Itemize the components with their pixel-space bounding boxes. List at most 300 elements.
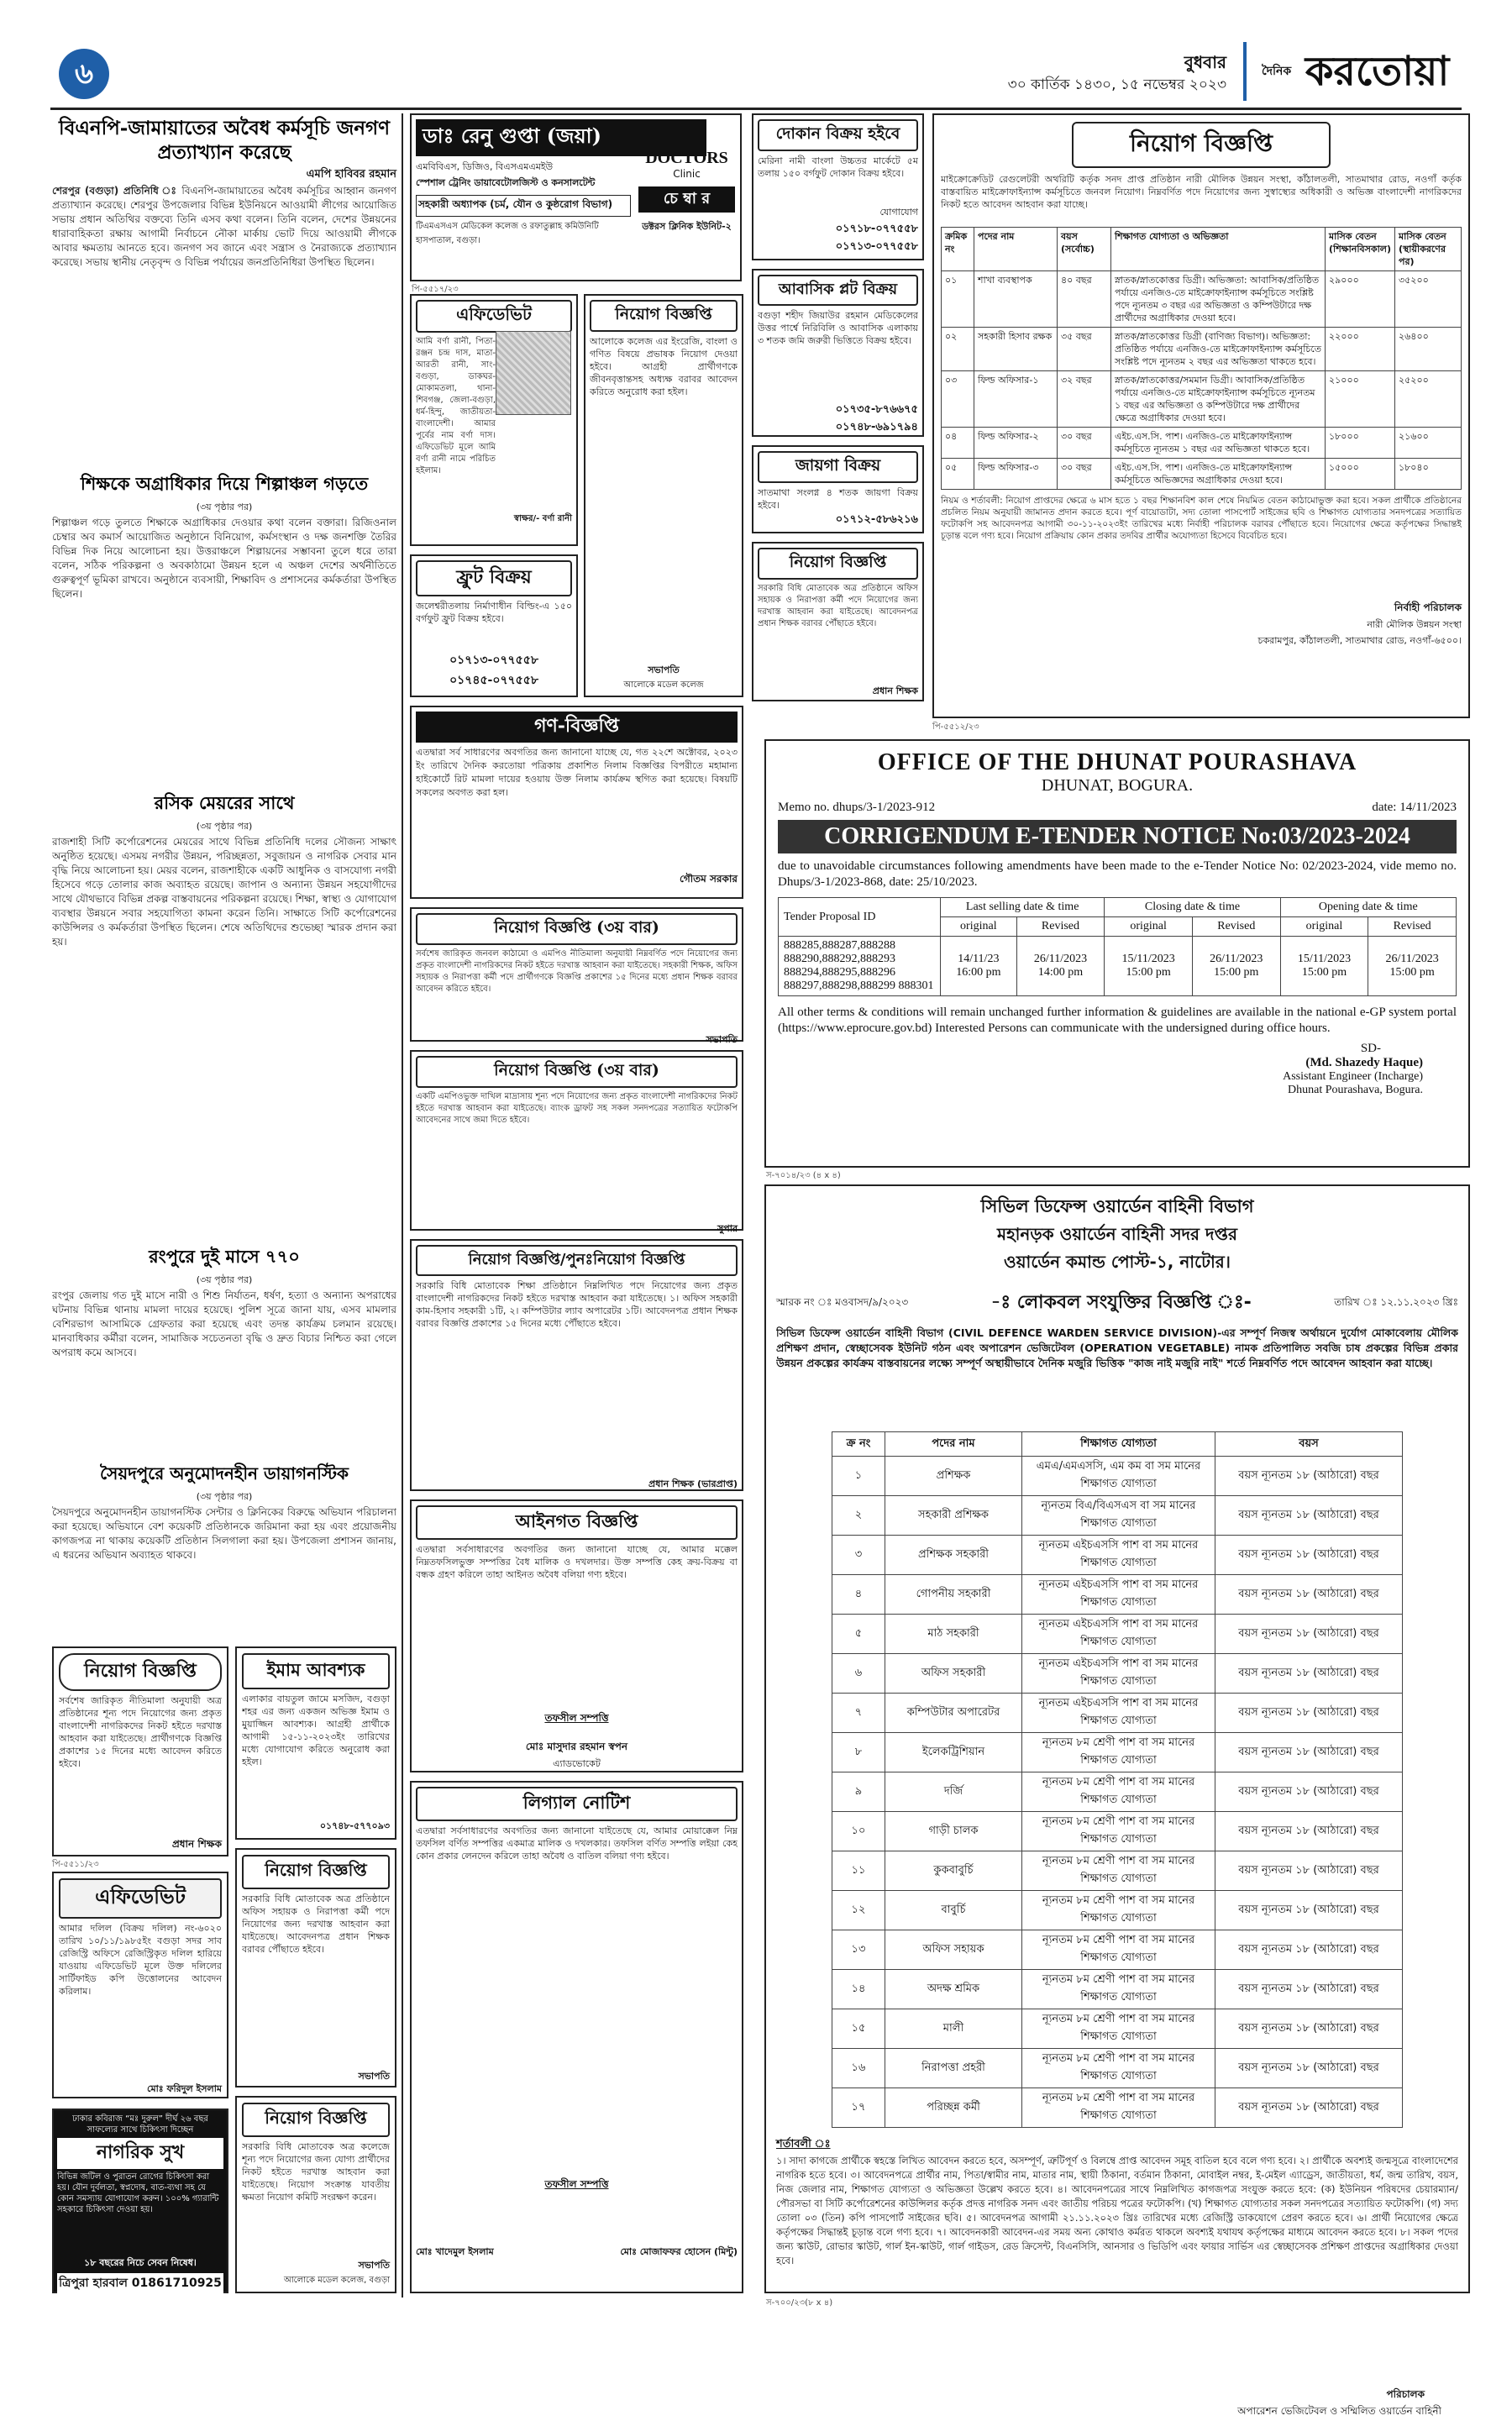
naiyog3a-sign: সভাপতি — [706, 1034, 738, 1045]
civil-title: -ঃ লোকবল সংযুক্তির বিজ্ঞপ্তি ঃ- — [990, 1292, 1252, 1313]
legal2-ad — [410, 1781, 743, 2293]
legal1-body: এতদ্বারা সর্বসাধারণের অবগতির জন্য জানানো যাচ্ছে যে, আমার মক্কেল নিম্নতফসিলভুক্ত সম্পত্তির বৈধ মালিক ও দখলদার। উক্ত সম্পত্তি কেহ ক্রয়-বিক্রয় বা বন্ধক গ্রহণ করিলে তাহা আইনত অবৈধ বলিয়া গণ্য হইবে। — [416, 1544, 738, 1580]
masthead-date: ৩০ কার্তিক ১৪৩০, ১৫ নভেম্বর ২০২৩ — [1007, 76, 1226, 93]
naiyog-small1-body: সর্বশেষ জারিকৃত নীতিমালা অনুযায়ী অত্র প্রতিষ্ঠানের শূন্য পদে নিয়োগের জন্য প্রকৃত বাংলাদেশী নাগরিকদের নিকট হইতে দরখাস্ত আহবান করা যাইতেছে। প্রার্থীগণকে বিজ্ঞপ্তি প্রকাশের ১৫ দিনের মধ্যে আবেদন করিতে হইবে। — [59, 1695, 222, 1769]
table-row — [832, 1970, 1403, 2009]
tender-open-orig: 15/11/2023 15:00 pm — [1280, 937, 1368, 996]
table-cell-sl: ০২ — [942, 328, 974, 371]
tender-date: date: 14/11/2023 — [1372, 801, 1457, 814]
table-row — [832, 1812, 1403, 1851]
table-cell-sl: ৬ — [832, 1654, 885, 1694]
naiyog1-sign: সভাপতি — [648, 664, 680, 675]
table-row — [832, 1654, 1403, 1694]
table-cell-age: বয়স ন্যূনতম ১৮ (আঠারো) বছর — [1215, 1930, 1403, 1970]
civil-col-age: বয়স — [1215, 1432, 1403, 1457]
table-cell-age: বয়স ন্যূনতম ১৮ (আঠারো) বছর — [1215, 1575, 1403, 1615]
table-cell-age: ৩২ বছর — [1058, 371, 1111, 428]
tender-sub: original — [941, 917, 1017, 937]
punah-title: নিয়োগ বিজ্ঞপ্তি/পুনঃনিয়োগ বিজ্ঞপ্তি — [416, 1245, 738, 1276]
rangpur-headline: রংপুরে দুই মাসে ৭৭০ — [149, 1246, 300, 1267]
table-cell-edu: ন্যূনতম ৮ম শ্রেণী পাশ বা সম মানের শিক্ষাগত যোগ্যতা — [1022, 2049, 1215, 2088]
table-row — [832, 1733, 1403, 1772]
rangpur-article — [52, 1243, 396, 1473]
table-cell-post: কম্পিউটার অপারেটর — [885, 1694, 1022, 1733]
table-cell-age: বয়স ন্যূনতম ১৮ (আঠারো) বছর — [1215, 1772, 1403, 1812]
tender-header-row — [779, 898, 1457, 917]
tender-sub: Revised — [1192, 917, 1280, 937]
table-cell-sl: ১০ — [832, 1812, 885, 1851]
table-cell-edu: ন্যূনতম ৮ম শ্রেণী পাশ বা সম মানের শিক্ষাগত যোগ্যতা — [1022, 1772, 1215, 1812]
rashik-headline: রসিক মেয়রের সাথে — [154, 792, 295, 813]
table-row — [832, 1457, 1403, 1496]
bnp-lead: শেরপুর (বগুড়া) প্রতিনিধি ঃ — [52, 185, 178, 197]
table-cell-sl: ০৪ — [942, 428, 974, 459]
table-cell-sl: ৯ — [832, 1772, 885, 1812]
legal1-title: আইনগত বিজ্ঞপ্তি — [416, 1505, 738, 1540]
land-body: সাতমাথা সংলগ্ন ৪ শতক জায়গা বিক্রয় হইবে। — [758, 487, 918, 511]
table-row — [942, 271, 1462, 328]
table-cell-post: প্রশিক্ষক সহকারী — [885, 1536, 1022, 1575]
table-cell-age: বয়স ন্যূনতম ১৮ (আঠারো) বছর — [1215, 1457, 1403, 1496]
naiyog3b-sign: সুপার — [717, 1223, 738, 1234]
shop-phone2: ০১৭১৩-০৭৭৫৫৮ — [835, 240, 918, 253]
table-cell-req: এইচ.এস.সি. পাশ। এনজিও-তে মাইক্রোফাইন্যান্স কর্মসূচিতে অভিজ্ঞদের অগ্রাধিকার দেওয়া হবে। — [1111, 459, 1326, 490]
table-cell-post: ফিল্ড অফিসার-৩ — [974, 459, 1058, 490]
naiyog-small1-title: নিয়োগ বিজ্ঞপ্তি — [59, 1653, 222, 1691]
table-cell-edu: ন্যূনতম ৮ম শ্রেণী পাশ বা সম মানের শিক্ষাগত যোগ্যতা — [1022, 1930, 1215, 1970]
naiyog-mid-title: নিয়োগ বিজ্ঞপ্তি — [758, 548, 918, 580]
saidpur-article — [52, 1462, 396, 1673]
table-cell-sl: ০৫ — [942, 459, 974, 490]
kaviraj-address: ঢাকা, বাংলাদেশ — [113, 2295, 167, 2304]
tender-signer-org: Dhunat Pourashava, Bogura. — [1288, 1084, 1423, 1096]
tender-location: DHUNAT, BOGURA. — [1041, 776, 1194, 795]
affidavit-title: এফিডেভিট — [416, 300, 572, 333]
kaviraj-ad — [52, 2109, 228, 2304]
table-cell-req: স্নাতক/স্নাতকোত্তর ডিগ্রী (বাণিজ্য বিভাগ)। অভিজ্ঞতা: প্রতিষ্ঠিত পর্যায়ে এনজিও-তে মাইক্রোফাইন্যান্স কর্মসূচিতে সংশ্লিষ্ট পদে ন্যূনতম ২ বছর এর অভিজ্ঞতা থাকতে হবে। — [1111, 328, 1326, 371]
naiyog3a-title: নিয়োগ বিজ্ঞপ্তি (৩য় বার) — [416, 913, 738, 945]
tender-notice — [764, 739, 1470, 1168]
tender-title: CORRIGENDUM E-TENDER NOTICE No:03/2023-2024 — [778, 820, 1457, 853]
doctor-hospital: টিএমএসএস মেডিকেল কলেজ ও রফাতুল্লাহ কমিউনিটি হাসপাতাল, বগুড়া। — [416, 222, 599, 245]
legal2-schedule: তফসীল সম্পত্তি — [544, 2178, 609, 2190]
public-title: গণ-বিজ্ঞপ্তি — [416, 712, 738, 743]
col-post: পদের নাম — [974, 228, 1058, 271]
rangpur-body: রংপুর জেলায় গত দুই মাসে নারী ও শিশু নির্যাতন, ধর্ষণ, হত্যা ও অন্যান্য অপরাধের ঘটনায় বিভিন্ন থানায় মামলা দায়ের হয়েছে। পুলিশ সূত্রে জানা যায়, এসব মামলার বেশিরভাগ আসামিকে গ্রেফতার করা হয়েছে এবং তদন্ত কার্যক্রম চলমান রয়েছে। মানবাধিকার কর্মীরা বলেন, সামাজিক সচেতনতা বৃদ্ধি ও দ্রুত বিচার নিশ্চিত করা গেলে অপরাধ কমে আসবে। — [52, 1289, 396, 1358]
table-cell-age: বয়স ন্যূনতম ১৮ (আঠারো) বছর — [1215, 1496, 1403, 1536]
teacher-article — [52, 470, 396, 793]
table-row — [832, 1772, 1403, 1812]
civil-col-edu: শিক্ষাগত যোগ্যতা — [1022, 1432, 1215, 1457]
legal2-sign2: মোঃ মোজাফফর হোসেন (মিন্টু) — [620, 2246, 738, 2257]
residential-title: আবাসিক প্লট বিক্রয় — [758, 275, 918, 306]
shop-ad — [752, 113, 924, 260]
table-cell-req: এইচ.এস.সি. পাশ। এনজিও-তে মাইক্রোফাইন্যান্স কর্মসূচিতে ন্যূনতম ১ বছর এর অভিজ্ঞতা থাকতে হবে। — [1111, 428, 1326, 459]
table-cell-post: শাখা ব্যবস্থাপক — [974, 271, 1058, 328]
teacher-body: শিল্পাঞ্চল গড়ে তুলতে শিক্ষাকে অগ্রাধিকার দেওয়ার কথা বলেন বক্তারা। রিজিওনাল চেম্বার অব কমার্স আয়োজিত অনুষ্ঠানে বিনিয়োগ, কর্মসংস্থান ও দক্ষ জনশক্তি তৈরির বিভিন্ন দিক নিয়ে আলোচনা হয়। উত্তরাঞ্চলে শিল্পায়নের সম্ভাবনা তুলে ধরে তারা বলেন, সঠিক পরিকল্পনা ও অবকাঠামো উন্নয়ন হলে এ অঞ্চল দেশের অর্থনীতিতে গুরুত্বপূর্ণ ভূমিকা রাখবে। অনুষ্ঠানে ব্যবসায়ী, শিক্ষাবিদ ও প্রশাসনের কর্মকর্তারা উপস্থিত ছিলেন। — [52, 517, 396, 600]
residential-ad — [752, 269, 924, 437]
residential-phone2: ০১৭৪৮-৬৯১৭৯৪ — [835, 421, 918, 433]
tender-office: OFFICE OF THE DHUNAT POURASHAVA — [877, 749, 1357, 775]
table-cell-post: বাবুর্চি — [885, 1891, 1022, 1930]
fruit-title: ফ্রুট বিক্রয় — [416, 560, 572, 596]
naiyog1-ad — [584, 294, 743, 697]
tender-sub: Revised — [1016, 917, 1105, 937]
table-cell-pay2: ১৮০৪০ — [1395, 459, 1462, 490]
table-cell-edu: এমএ/এমএসসি, এম কম বা সম মানের শিক্ষাগত যোগ্যতা — [1022, 1457, 1215, 1496]
tender-ids: 888285,888287,888288 888290,888292,888293 888294,888295,888296 888297,888298,888299 888301 — [779, 937, 941, 996]
affidavit-body: আমি বর্ণা রানী, পিতা- রঞ্জন চন্দ্র দাস, মাতা- আরতী রানী, সাং-বগুড়া, ডাকঘর-মোকামতলা, থানা- শিবগঞ্জ, জেলা-বগুড়া, ধর্ম-হিন্দু, জাতীয়তা-বাংলাদেশী। আমার পূর্বের নাম বর্ণা দাস। এফিডেভিট মূলে আমি বর্ণা রানী নামে পরিচিত হইলাম। — [416, 337, 496, 475]
naiyog-small2-body: সরকারি বিধি মোতাবেক অত্র প্রতিষ্ঠানে অফিস সহায়ক ও নিরাপত্তা কর্মী পদে নিয়োগের জন্য দরখাস্ত আহবান করা যাইতেছে। আবেদনপত্র প্রধান শিক্ষক বরাবর পৌঁছাতে হইবে। — [242, 1893, 390, 1955]
tender-memo: Memo no. dhups/3-1/2023-912 — [778, 801, 936, 814]
table-cell-edu: ন্যূনতম বিএ/বিএসএস বা সম মানের শিক্ষাগত যোগ্যতা — [1022, 1496, 1215, 1536]
land-title: জায়গা বিক্রয় — [758, 451, 918, 483]
table-cell-sl: ১২ — [832, 1891, 885, 1930]
civil-col-sl: ক্র নং — [832, 1432, 885, 1457]
doctor-position: সহকারী অধ্যাপক (চর্ম, যৌন ও কুষ্ঠরোগ বিভাগ) — [416, 195, 631, 217]
legal2-body: এতদ্বারা সর্বসাধারণের অবগতির জন্য জানানো যাইতেছে যে, আমার মোয়াক্কেল নিম্ন তফসিল বর্ণিত সম্পত্তির একমাত্র মালিক ও দখলকার। তফসিল বর্ণিত সম্পত্তি লইয়া কেহ কোন প্রকার লেনদেন করিলে তাহা অবৈধ ও বাতিল বলিয়া গণ্য হইবে। — [416, 1825, 738, 1862]
legal2-sign: মোঃ খাদেমুল ইসলাম — [416, 2246, 494, 2257]
naiyog3b-title: নিয়োগ বিজ্ঞপ্তি (৩য় বার) — [416, 1056, 738, 1088]
naiyog-small3-title: নিয়োগ বিজ্ঞপ্তি — [242, 2103, 390, 2137]
bnp-article — [52, 116, 396, 486]
affidavit2-title: এফিডেভিট — [59, 1878, 222, 1919]
table-cell-age: বয়স ন্যূনতম ১৮ (আঠারো) বছর — [1215, 1812, 1403, 1851]
legal2-signatures — [416, 2245, 738, 2261]
table-cell-edu: ন্যূনতম ৮ম শ্রেণী পাশ বা সম মানের শিক্ষাগত যোগ্যতা — [1022, 1733, 1215, 1772]
table-cell-age: বয়স ন্যূনতম ১৮ (আঠারো) বছর — [1215, 1654, 1403, 1694]
tender-col-opening: Opening date & time — [1280, 898, 1456, 917]
table-cell-sl: ০১ — [942, 271, 974, 328]
masthead-rule — [50, 108, 1462, 110]
ref-code: পি-৫৫১৭/২৩ — [412, 285, 459, 294]
shop-contact: যোগাযোগ — [879, 207, 918, 218]
table-cell-sl: ১১ — [832, 1851, 885, 1891]
table-cell-post: প্রশিক্ষক — [885, 1457, 1022, 1496]
ref-code: স-৭০১৪/২৩ (৪ x ৪) — [766, 1171, 841, 1180]
kaviraj-body: বিভিন্ন জটিল ও পুরাতন রোগের চিকিৎসা করা হয়। যৌন দুর্বলতা, স্বপ্নদোষ, বাত-ব্যথা সহ যে কোন সমস্যায় যোগাযোগ করুন। ১০০% গ্যারান্টি সহকারে চিকিৎসা দেওয়া হয়। — [57, 2172, 219, 2214]
civil-header-row — [832, 1432, 1403, 1457]
naiyog-right-table — [941, 227, 1462, 490]
table-cell-pay1: ১৫০০০ — [1326, 459, 1395, 490]
doctor-clinic-name: ডক্টরস ক্লিনিক ইউনিট-২ — [642, 221, 732, 232]
naiyog-right-title: নিয়োগ বিজ্ঞপ্তি — [1072, 122, 1331, 168]
residential-phone1: ০১৭৩৫-৮৭৬৬৭৫ — [835, 403, 918, 416]
fruit-ad — [410, 554, 578, 697]
public-body: এতদ্বারা সর্ব সাধারণের অবগতির জন্য জানানো যাচ্ছে যে, গত ২২শে অক্টোবর, ২০২৩ ইং তারিখে দৈনিক করতোয়া পত্রিকায় প্রকাশিত নিলাম বিজ্ঞপ্তির বিপরীতে মহামান্য হাইকোর্টে রিট মামলা দায়ের হওয়ায় উক্ত নিলাম কার্যক্রম স্থগিত করা হয়েছে। বিষয়টি সকলের অবগত করা হল। — [416, 747, 738, 798]
saidpur-headline: সৈয়দপুরে অনুমোদনহীন ডায়াগনস্টিক — [100, 1463, 349, 1484]
affidavit2-body: আমার দলিল (বিক্রয় দলিল) নং-৬০২০ তারিখ ১০/১১/১৯৮৫ইং বগুড়া সদর সাব রেজিস্ট্রি অফিসে রেজিস্ট্রিকৃত দলিল হারিয়ে যাওয়ায় এফিডেভিট মূলে উক্ত দলিলের সার্টিফাইড কপি উত্তোলনের আবেদন করিলাম। — [59, 1923, 222, 1997]
kaviraj-header: ঢাকার কবিরাজ “মঃ দুরুল” দীর্ঘ ২৬ বছর সাফল্যের সাথে চিকিৎসা দিচ্ছেন — [72, 2114, 208, 2135]
civil-sign-role: পরিচালক — [1386, 2388, 1425, 2400]
tender-last-orig: 14/11/23 16:00 pm — [941, 937, 1017, 996]
table-row — [832, 2049, 1403, 2088]
fruit-body: জলেশ্বরীতলায় নির্মাণাধীন বিল্ডিং-এ ১৫০ বর্গফুট ফ্রুট বিক্রয় হইবে। — [416, 601, 572, 624]
masthead-prefix: দৈনিক — [1262, 65, 1292, 78]
table-cell-edu: ন্যূনতম এইচএসসি পাশ বা সম মানের শিক্ষাগত যোগ্যতা — [1022, 1654, 1215, 1694]
masthead-title: করতোয়া — [1305, 48, 1450, 95]
naiyog-right-rules: নিয়ম ও শর্তাবলী: নিয়োগ প্রাপ্তদের ক্ষেত্রে ৬ মাস হতে ১ বছর শিক্ষানবিশ কাল শেষে নিয়মিত বেতন কাঠামোভুক্ত করা হবে। সকল প্রার্থীকে প্রতিষ্ঠানের প্রচলিত নিয়ম অনুযায়ী জামানত প্রদান করতে হবে। পূর্ণ বায়োডাটা, সদ্য তোলা পাসপোর্ট সাইজের ছবি ও শিক্ষাগত যোগ্যতার সনদপত্রের সত্যায়িত ফটোকপি সহ আবেদনপত্র আগামী ৩০-১১-২০২৩ইং তারিখের মধ্যে নির্বাহী পরিচালক বরাবর পৌঁছাতে হবে। নিয়োগের ক্ষেত্রে কর্তৃপক্ষের সিদ্ধান্তই চূড়ান্ত বলে গণ্য হবে। নিয়োগ প্রক্রিয়ায় কোন প্রকার তদবির প্রার্থীর অযোগ্যতা হিসেবে বিবেচিত হবে। — [941, 496, 1462, 541]
table-cell-post: গোপনীয় সহকারী — [885, 1575, 1022, 1615]
table-cell-age: বয়স ন্যূনতম ১৮ (আঠারো) বছর — [1215, 2009, 1403, 2049]
teacher-headline: শিক্ষকে অগ্রাধিকার দিয়ে শিল্পাঞ্চল গড়তে — [80, 473, 369, 494]
table-row — [942, 428, 1462, 459]
naiyog3b-ad — [410, 1050, 743, 1234]
ref-code: স-৭০০/২৩(৮ x ৪) — [766, 2298, 833, 2308]
table-cell-age: বয়স ন্যূনতম ১৮ (আঠারো) বছর — [1215, 1851, 1403, 1891]
civil-sign-org: অপারেশন ভেজিটেবল ও সম্মিলিত ওয়ার্ডেন বাহিনী — [1237, 2405, 1441, 2417]
tender-signer: (Md. Shazedy Haque) — [1305, 1056, 1423, 1069]
legal1-role: এ্যাডভোকেট — [553, 1758, 601, 1769]
table-cell-post: ইলেকট্রিশিয়ান — [885, 1733, 1022, 1772]
table-cell-post: মালী — [885, 2009, 1022, 2049]
tender-signer-role: Assistant Engineer (Incharge) — [1283, 1070, 1423, 1083]
table-cell-post: পরিচ্ছন্ন কর্মী — [885, 2088, 1022, 2128]
public-notice-ad — [410, 706, 743, 899]
naiyog-small2-ad — [235, 1848, 396, 2088]
civil-conditions-title: শর্তাবলী ঃ — [776, 2138, 831, 2151]
imam-body: এলাকার বায়তুল জামে মসজিদ, বগুড়া শহর এর জন্য একজন অভিজ্ঞ ইমাম ও মুয়াজ্জিন আবশ্যক। আগ্রহী প্রার্থীকে আগামী ১৫-১১-২০২৩ইং তারিখের মধ্যে যোগাযোগ করিতে অনুরোধ করা হইল। — [242, 1694, 390, 1767]
kaviraj-title: নাগরিক সুখ — [57, 2138, 223, 2169]
bnp-text: বিএনপি-জামায়াতের অবৈধ কর্মসূচির আহ্বান জনগণ প্রত্যাখ্যান করেছে। শেরপুর উপজেলার বিভিন্ন ইউনিয়নে আওয়ামী লীগের আয়োজিত সভায় প্রধান অতিথির বক্তব্যে তিনি এসব কথা বলেন। তিনি বলেন, দেশের উন্নয়নের ধারাবাহিকতা রক্ষায় আগামী নির্বাচনে নৌকা মার্কায় ভোট দিয়ে আওয়ামী লীগকে আবার ক্ষমতায় আনতে হবে। জনগণ সব জানে এবং সন্ত্রাস ও নৈরাজ্যকে প্রত্যাখ্যান করেছে। সভায় স্থানীয় নেতৃবৃন্দ ও বিভিন্ন পর্যায়ের জনপ্রতিনিধিরা উপস্থিত ছিলেন। — [52, 185, 396, 268]
table-row — [942, 459, 1462, 490]
table-cell-post: অফিস সহায়ক — [885, 1930, 1022, 1970]
table-cell-pay2: ৩৫২০০ — [1395, 271, 1462, 328]
naiyog-small3-body: সরকারি বিধি মোতাবেক অত্র কলেজে শূন্য পদে নিয়োগের জন্য যোগ্য প্রার্থীদের নিকট হইতে দরখাস্ত আহবান করা যাইতেছে। নিয়োগ সংক্রান্ত যাবতীয় ক্ষমতা নিয়োগ কমিটি সংরক্ষণ করেন। — [242, 2141, 390, 2203]
col-pay1: মাসিক বেতন (শিক্ষানবিসকাল) — [1326, 228, 1395, 271]
table-cell-sl: ৭ — [832, 1694, 885, 1733]
col-sl: ক্রমিক নং — [942, 228, 974, 271]
rashik-cont: (৩য় পৃষ্ঠার পর) — [196, 821, 253, 832]
table-cell-edu: ন্যূনতম এইচএসসি পাশ বা সম মানের শিক্ষাগত যোগ্যতা — [1022, 1575, 1215, 1615]
table-row — [832, 1891, 1403, 1930]
table-cell-post: গাড়ী চালক — [885, 1812, 1022, 1851]
civil-h1: সিভিল ডিফেন্স ওয়ার্ডেন বাহিনী বিভাগ — [980, 1196, 1254, 1216]
doctor-clinic-block — [638, 149, 735, 235]
legal1-sign: মোঃ মাসুদার রহমান স্বপন — [525, 1741, 628, 1752]
affidavit-sign: স্বাক্ষর/- বর্ণা রানী — [513, 514, 572, 523]
doctor-ad — [410, 113, 742, 281]
col-age: বয়স (সর্বোচ্চ) — [1058, 228, 1111, 271]
table-cell-req: স্নাতক/স্নাতকোত্তর ডিগ্রী। অভিজ্ঞতা: আবাসিক/প্রতিষ্ঠিত পর্যায়ে এনজিও-তে মাইক্রোফাইন্যান্স কর্মসূচিতে সংশ্লিষ্ট পদে ন্যূনতম ৩ বছর এর অভিজ্ঞতা ও কম্পিউটারে দক্ষ প্রার্থীদের অগ্রাধিকার দেওয়া হবে। — [1111, 271, 1326, 328]
civil-memo-row — [776, 1288, 1458, 1319]
imam-phone: ০১৭৪৮-৫৭৭০৯৩ — [319, 1820, 390, 1831]
public-sign: গৌতম সরকার — [679, 873, 738, 885]
table-cell-post: নিরাপত্তা প্রহরী — [885, 2049, 1022, 2088]
table-cell-pay2: ২৫২০০ — [1395, 371, 1462, 428]
table-cell-age: বয়স ন্যূনতম ১৮ (আঠারো) বছর — [1215, 1615, 1403, 1654]
doctor-name: ডাঃ রেনু গুপ্তা (জয়া) — [416, 119, 706, 156]
table-cell-sl: ৩ — [832, 1536, 885, 1575]
table-cell-post: অফিস সহকারী — [885, 1654, 1022, 1694]
doctor-specialty: স্পেশাল ট্রেনিং ডায়াবেটোলজিস্ট ও কনসালটেন্ট — [416, 177, 596, 188]
naiyog-small3-sign: সভাপতি — [358, 2260, 390, 2271]
table-cell-edu: ন্যূনতম এইচএসসি পাশ বা সম মানের শিক্ষাগত যোগ্যতা — [1022, 1536, 1215, 1575]
shop-body: মেরিনা নামী বাংলা উচ্চতর মার্কেটে ৫ম তলায় ১৫০ বর্গফুট দোকান বিক্রয় হইবে। — [758, 155, 918, 179]
legal2-title: লিগ্যাল নোটিশ — [416, 1787, 738, 1821]
table-cell-sl: ২ — [832, 1496, 885, 1536]
table-cell-post: অদক্ষ শ্রমিক — [885, 1970, 1022, 2009]
table-cell-post: দর্জি — [885, 1772, 1022, 1812]
table-cell-req: স্নাতক/স্নাতকোত্তর/সমমান ডিগ্রী। আবাসিক/প্রতিষ্ঠিত পর্যায়ে এনজিও-তে মাইক্রোফাইন্যান্স কর্মসূচিতে ন্যূনতম ১ বছর এর অভিজ্ঞতা ও কম্পিউটারে দক্ষ প্রার্থীদের ক্ষেত্রে অগ্রাধিকার দেওয়া হবে। — [1111, 371, 1326, 428]
table-cell-sl: ১৭ — [832, 2088, 885, 2128]
imam-title: ইমাম আবশ্যক — [242, 1653, 390, 1689]
table-cell-post: মাঠ সহকারী — [885, 1615, 1022, 1654]
residential-body: বগুড়া শহীদ জিয়াউর রহমান মেডিকেলের উত্তর পার্শ্বে নিরিবিলি ও আবাসিক এলাকায় ৩ শতক জমি জরুরী ভিত্তিতে বিক্রয় হইবে। — [758, 310, 918, 346]
tender-col-last: Last selling date & time — [941, 898, 1105, 917]
table-cell-sl: ১৩ — [832, 1930, 885, 1970]
civil-memo: স্মারক নং ঃ মওবাসদ/৯/২০২৩ — [776, 1295, 909, 1308]
tender-memo-row — [778, 801, 1457, 815]
table-cell-pay1: ২২০০০ — [1326, 328, 1395, 371]
rashik-article — [52, 790, 396, 1255]
table-cell-post: কুকবাবুর্চি — [885, 1851, 1022, 1891]
tender-open-rev: 26/11/2023 15:00 pm — [1368, 937, 1457, 996]
table-cell-age: বয়স ন্যূনতম ১৮ (আঠারো) বছর — [1215, 1694, 1403, 1733]
saidpur-body: সৈয়দপুরে অনুমোদনহীন ডায়াগনস্টিক সেন্টার ও ক্লিনিকের বিরুদ্ধে অভিযান পরিচালনা করা হয়েছে। অভিযানে বেশ কয়েকটি প্রতিষ্ঠানকে জরিমানা করা হয় এবং প্রয়োজনীয় কাগজপত্র না থাকায় কয়েকটি প্রতিষ্ঠান সিলগালা করা হয়। উপজেলা প্রশাসন জানায়, এ ধরনের অভিযান অব্যাহত থাকবে। — [52, 1506, 396, 1561]
fruit-phone2: ০১৭৪৫-০৭৭৫৫৮ — [449, 674, 538, 687]
naiyog-mid-body: সরকারি বিধি মোতাবেক অত্র প্রতিষ্ঠানে অফিস সহায়ক ও নিরাপত্তা কর্মী পদে নিয়োগের জন্য দরখাস্ত আহবান করা যাইতেছে। আবেদনপত্র প্রধান শিক্ষক বরাবর পৌঁছাতে হইবে। — [758, 584, 918, 628]
table-header-row — [942, 228, 1462, 271]
table-cell-edu: ন্যূনতম ৮ম শ্রেণী পাশ বা সম মানের শিক্ষাগত যোগ্যতা — [1022, 1891, 1215, 1930]
bnp-headline: বিএনপি-জামায়াতের অবৈধ কর্মসূচি জনগণ প্রত্যাখ্যান করেছে — [58, 117, 391, 164]
table-cell-age: বয়স ন্যূনতম ১৮ (আঠারো) বছর — [1215, 1536, 1403, 1575]
legal1-ad — [410, 1499, 743, 1772]
tender-sub: original — [1105, 917, 1193, 937]
column-divider — [402, 113, 403, 2298]
civil-conditions: ১। সাদা কাগজে প্রার্থীকে স্বহস্তে লিখিত আবেদন করতে হবে, অসম্পূর্ণ, ত্রুটিপূর্ণ ও বিলম্বে প্রাপ্ত আবেদন সমূহ বাতিল হবে বলে গণ্য হবে। ২। প্রার্থীকে অবশ্যই জন্মসূত্রে বাংলাদেশের নাগরিক হতে হবে। ৩। আবেদনপত্রে প্রার্থীর নাম, পিতা/স্বামীর নাম, মাতার নাম, স্থায়ী ঠিকানা, বর্তমান ঠিকানা, মোবাইল নম্বর, ই-মেইল এ্যাড্রেস, জাতীয়তা, ধর্ম, জন্ম তারিখ, বয়স, নিজ জেলার নাম, শিক্ষাগত যোগ্যতা ও অভিজ্ঞতা উল্লেখ করতে হবে। ৪। আবেদনপত্রের সাথে নিম্নলিখিত কাগজপত্র সংযুক্ত করতে হবে: (ক) ইউনিয়ন পরিষদের চেয়ারম্যান/পৌরসভা বা সিটি কর্পোরেশনের কাউন্সিলর কর্তৃক প্রদত্ত নাগরিক সনদ এবং জাতীয় পরিচয় পত্রের ফটোকপি। (খ) শিক্ষাগত যোগ্যতার সকল সনদপত্রের সত্যায়িত ফটোকপি। (গ) সদ্য তোলা ০৩ (তিন) কপি পাসপোর্ট সাইজের ছবি। ৫। আবেদনপত্র আগামী ২১.১১.২০২৩ খ্রিঃ তারিখের মধ্যে রেজিস্ট্রি ডাকযোগে প্রেরণ করতে হবে। ৬। প্রার্থী নিয়োগের ক্ষেত্রে কর্তৃপক্ষের সিদ্ধান্তই চূড়ান্ত বলে গণ্য হবে। ৭। আবেদনকারী আবেদন-এর সময় অন্য কোথাও কর্মরত থাকলে অবশ্যই যথাযথ কর্তৃপক্ষের মাধ্যমে আবেদন করতে হবে। ৮। সকল পদের জন্য স্কাউট, রোভার স্কাউট, গার্ল ইন-স্কাউট, গার্ল গাইডস, রেড ক্রিসেন্ট, বিএনসিসি, আনসার ও ভিডিপি এবং ফায়ার সার্ভিস এর স্বেচ্ছাসেবক প্রশিক্ষণ প্রাপ্তদের অগ্রাধিকার দেওয়া হবে। — [776, 2155, 1458, 2266]
tender-close-rev: 26/11/2023 15:00 pm — [1192, 937, 1280, 996]
table-cell-age: বয়স ন্যূনতম ১৮ (আঠারো) বছর — [1215, 2049, 1403, 2088]
kaviraj-phone: ত্রিপুরা হারবাল 01861710925 — [57, 2273, 223, 2293]
rangpur-cont: (৩য় পৃষ্ঠার পর) — [196, 1274, 253, 1285]
civil-h2: মহানড়ক ওয়ার্ডেন বাহিনী সদর দপ্তর — [997, 1224, 1237, 1244]
naiyog1-title: নিয়োগ বিজ্ঞপ্তি — [590, 300, 738, 332]
table-cell-sl: ৮ — [832, 1733, 885, 1772]
table-cell-pay2: ২৬৪০০ — [1395, 328, 1462, 371]
table-cell-age: বয়স ন্যূনতম ১৮ (আঠারো) বছর — [1215, 1733, 1403, 1772]
naiyog1-body: আলোকে কলেজ এর ইংরেজি, বাংলা ও গণিত বিষয়ে প্রভাষক নিয়োগ দেওয়া হইবে। আগ্রহী প্রার্থীগণকে জীবনবৃত্তান্তসহ অধ্যক্ষ বরাবর আবেদন করিতে অনুরোধ করা হইল। — [590, 336, 738, 397]
table-cell-edu: ন্যূনতম ৮ম শ্রেণী পাশ বা সম মানের শিক্ষাগত যোগ্যতা — [1022, 1812, 1215, 1851]
civil-intro: সিভিল ডিফেন্স ওয়ার্ডেন বাহিনী বিভাগ (CIVIL DEFENCE WARDEN SERVICE DIVISION)-এর সম্পূর্ণ নিজস্ব অর্থায়নে দুর্যোগ মোকাবেলায় মৌলিক প্রশিক্ষণ প্রদান, স্বেচ্ছাসেবক ইউনিট গঠন এবং অপারেশন ভেজিটেবল (OPERATION VEGETABLE) নামক প্রতিপালিত সবজি চাষ প্রকল্পের বিভিন্ন প্রকার উন্নয়ন প্রকল্পের কার্যক্রম বাস্তবায়নের লক্ষ্যে সম্পূর্ণ অস্থায়ীভাবে দৈনিক মজুরি ভিত্তিক "কাজ নাই মজুরি নাই" শর্তে নিম্নবর্ণিত পদে আবেদন আহবান করা যাচ্ছে। — [776, 1326, 1458, 1369]
tender-sub: original — [1280, 917, 1368, 937]
civil-table — [832, 1431, 1403, 2128]
col-pay2: মাসিক বেতন (স্থায়ীকরণের পর) — [1395, 228, 1462, 271]
table-cell-sl: ৫ — [832, 1615, 885, 1654]
legal1-schedule: তফসীল সম্পত্তি — [544, 1712, 609, 1724]
tender-close-orig: 15/11/2023 15:00 pm — [1105, 937, 1193, 996]
naiyog-right-sign-role: নির্বাহী পরিচালক — [1394, 601, 1462, 613]
table-row — [832, 1694, 1403, 1733]
tender-intro: due to unavoidable circumstances following amendments have been made to the e-Tender Notice No: 02/2023-2024, vide memo no. Dhups/3-1/2023-868, date: 25/10/2023. — [778, 859, 1457, 889]
tender-data-row — [779, 937, 1457, 996]
table-cell-pay1: ১৮০০০ — [1326, 428, 1395, 459]
civil-date: তারিখ ঃ ১২.১১.২০২৩ খ্রিঃ — [1334, 1295, 1458, 1308]
table-row — [832, 1536, 1403, 1575]
table-cell-pay2: ২১৬০০ — [1395, 428, 1462, 459]
table-cell-sl: ৪ — [832, 1575, 885, 1615]
punah-sign: প্রধান শিক্ষক (ভারপ্রাপ্ত) — [648, 1478, 738, 1489]
doctor-clinic-sub: Clinic — [673, 168, 701, 180]
affidavit2-ad — [52, 1872, 228, 2098]
naiyog1-sign2: আলোকে মডেল কলেজ — [623, 680, 704, 690]
masthead-day: বুধবার — [1184, 52, 1226, 72]
kaviraj-footer: ১৮ বছরের নিচে সেবন নিষেধ। — [84, 2257, 197, 2268]
page-number-badge: ৬ — [59, 49, 109, 99]
naiyog-small2-sign: সভাপতি — [358, 2071, 390, 2082]
civil-h3: ওয়ার্ডেন কমান্ড পোস্ট-১, নাটোর। — [1004, 1252, 1231, 1272]
naiyog-mid-ad — [752, 542, 924, 701]
table-cell-edu: ন্যূনতম এইচএসসি পাশ বা সম মানের শিক্ষাগত যোগ্যতা — [1022, 1694, 1215, 1733]
table-cell-post: সহকারী হিসাব রক্ষক — [974, 328, 1058, 371]
affidavit-ad — [410, 294, 578, 546]
bnp-body — [52, 184, 396, 486]
doctor-clinic-label: DOCTORS — [645, 149, 728, 167]
tender-col-id: Tender Proposal ID — [779, 898, 941, 937]
table-cell-age: ৩৫ বছর — [1058, 328, 1111, 371]
table-cell-edu: ন্যূনতম ৮ম শ্রেণী পাশ বা সম মানের শিক্ষাগত যোগ্যতা — [1022, 1851, 1215, 1891]
naiyog-right-intro: মাইক্রোক্রেডিট রেগুলেটরী অথরিটি কর্তৃক সনদ প্রাপ্ত প্রতিষ্ঠান নারী মৌলিক উন্নয়ন সংস্থা, কাঁঠালতলী, সাতমাথার রোড, নওগাঁ কর্তৃক বাস্তবায়িত মাইক্রোফাইন্যান্স কর্মসূচিতে জনবল নিয়োগ। নিম্নবর্ণিত পদে নিয়োগের জন্য সুস্বাস্থ্যের অধিকারী ও অভিজ্ঞ বাংলাদেশী নাগরিকদের নিকট হতে আবেদন আহবান করা যাচ্ছে। — [941, 174, 1462, 210]
ref-code: পি-৫৫১২/২৩ — [932, 722, 979, 732]
rashik-body: রাজশাহী সিটি কর্পোরেশনের মেয়রের সাথে বিভিন্ন প্রতিনিধি দলের সৌজন্য সাক্ষাৎ অনুষ্ঠিত হয়েছে। এসময় নগরীর উন্নয়ন, পরিচ্ছন্নতা, সবুজায়ন ও নাগরিক সেবার মান বৃদ্ধি নিয়ে আলোচনা হয়। মেয়র বলেন, রাজশাহীকে একটি আধুনিক ও বাসযোগ্য নগরী হিসেবে গড়ে তোলার কাজ অব্যাহত রয়েছে। জাপান ও অন্যান্য উন্নয়ন সহযোগীদের সাথে যৌথভাবে বিভিন্ন প্রকল্প বাস্তবায়নের পরিকল্পনা রয়েছে। শিক্ষা, স্বাস্থ্য ও যোগাযোগ ব্যবস্থার উন্নয়নে সবার সহযোগিতা কামনা করেন তিনি। সাক্ষাতে সিটি কর্পোরেশনের কাউন্সিলর ও কর্মকর্তারা উপস্থিত ছিলেন। শেষে অতিথিদের শুভেচ্ছা স্মারক প্রদান করা হয়। — [52, 836, 396, 948]
tender-col-closing: Closing date & time — [1105, 898, 1280, 917]
table-cell-sl: ১৪ — [832, 1970, 885, 2009]
saidpur-cont: (৩য় পৃষ্ঠার পর) — [196, 1491, 253, 1502]
naiyog3b-body: একটি এমপিওভুক্ত দাখিল মাদ্রাসায় শূন্য পদে নিয়োগের জন্য প্রকৃত বাংলাদেশী নাগরিকদের নিকট হইতে দরখাস্ত আহবান করা যাইতেছে। ব্যাংক ড্রাফট সহ সকল সনদপত্রের সত্যায়িত ফটোকপি আবেদনের সাথে জমা দিতে হইবে। — [416, 1092, 738, 1125]
table-cell-age: বয়স ন্যূনতম ১৮ (আঠারো) বছর — [1215, 1970, 1403, 2009]
imam-ad — [235, 1646, 396, 1840]
table-row — [832, 2009, 1403, 2049]
table-cell-age: ৩০ বছর — [1058, 428, 1111, 459]
table-cell-sl: ১৫ — [832, 2009, 885, 2049]
naiyog-right-sign-addr: চকরামপুর, কাঁঠালতলী, সাতমাথার রোড, নওগাঁ-৬৫০০। — [1257, 635, 1462, 646]
table-cell-pay1: ২১০০০ — [1326, 371, 1395, 428]
shop-phone1: ০১৭১৮-০৭৭৫৫৮ — [835, 223, 918, 235]
table-row — [832, 1496, 1403, 1536]
punah-ad — [410, 1239, 743, 1491]
table-cell-sl: ০৩ — [942, 371, 974, 428]
table-cell-edu: ন্যূনতম ৮ম শ্রেণী পাশ বা সম মানের শিক্ষাগত যোগ্যতা — [1022, 2009, 1215, 2049]
affidavit2-sign: মোঃ ফরিদুল ইসলাম — [147, 2083, 222, 2094]
table-cell-pay1: ২৯০০০ — [1326, 271, 1395, 328]
table-row — [832, 1575, 1403, 1615]
naiyog-mid-sign: প্রধান শিক্ষক — [872, 685, 918, 696]
table-row — [832, 2088, 1403, 2128]
table-cell-age: ৪০ বছর — [1058, 271, 1111, 328]
table-row — [832, 1615, 1403, 1654]
naiyog3a-ad — [410, 907, 743, 1045]
naiyog-right-ad — [932, 113, 1470, 718]
naiyog-right-sign-org: নারী মৌলিক উন্নয়ন সংস্থা — [1367, 619, 1462, 630]
civil-col-post: পদের নাম — [885, 1432, 1022, 1457]
table-cell-edu: ন্যূনতম ৮ম শ্রেণী পাশ বা সম মানের শিক্ষাগত যোগ্যতা — [1022, 1970, 1215, 2009]
fruit-phone1: ০১৭১৩-০৭৭৫৫৮ — [449, 654, 538, 667]
table-cell-post: সহকারী প্রশিক্ষক — [885, 1496, 1022, 1536]
naiyog-small3-sign2: আলোকে মডেল কলেজ, বগুড়া — [283, 2276, 390, 2285]
land-phone: ০১৭১২-৫৮৬২১৬ — [835, 513, 918, 526]
teacher-cont: (৩য় পৃষ্ঠার পর) — [196, 502, 253, 512]
naiyog-small1-ad — [52, 1646, 228, 1856]
doctor-chamber-label: চে ম্বা র — [638, 186, 735, 213]
naiyog-small1-sign: প্রধান শিক্ষক — [171, 1838, 222, 1850]
table-cell-post: ফিল্ড অফিসার-১ — [974, 371, 1058, 428]
table-row — [942, 371, 1462, 428]
table-row — [942, 328, 1462, 371]
naiyog-small3-ad — [235, 2096, 396, 2293]
tender-sd: SD- — [1360, 1042, 1381, 1055]
table-row — [832, 1851, 1403, 1891]
tender-last-rev: 26/11/2023 14:00 pm — [1016, 937, 1105, 996]
